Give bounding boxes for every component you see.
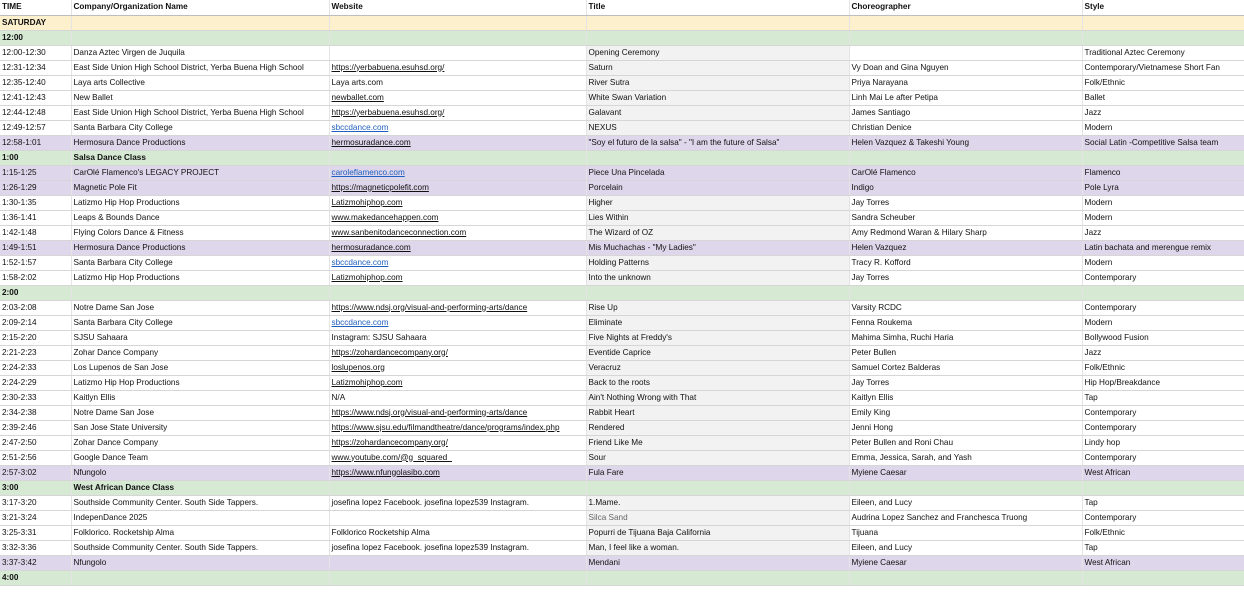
- style-cell[interactable]: [1082, 570, 1244, 585]
- company-cell[interactable]: Flying Colors Dance & Fitness: [71, 225, 329, 240]
- website-link[interactable]: https://yerbabuena.esuhsd.org/: [331, 107, 445, 117]
- website-link[interactable]: www.makedancehappen.com: [331, 212, 439, 222]
- title-cell[interactable]: Porcelain: [586, 180, 849, 195]
- company-cell[interactable]: Magnetic Pole Fit: [71, 180, 329, 195]
- website-cell[interactable]: [329, 315, 586, 330]
- title-cell[interactable]: Popurri de Tijuana Baja California: [586, 525, 849, 540]
- style-cell[interactable]: Jazz: [1082, 105, 1244, 120]
- style-cell[interactable]: Contemporary/Vietnamese Short Fan: [1082, 60, 1244, 75]
- company-cell[interactable]: Southside Community Center. South Side Tappers.: [71, 540, 329, 555]
- title-cell[interactable]: [586, 150, 849, 165]
- company-cell[interactable]: Salsa Dance Class: [71, 150, 329, 165]
- time-section-row: [0, 570, 1244, 585]
- title-cell[interactable]: Sour: [586, 450, 849, 465]
- website-cell[interactable]: [329, 270, 586, 285]
- website-link[interactable]: loslupenos.org: [331, 362, 385, 372]
- company-cell[interactable]: Leaps & Bounds Dance: [71, 210, 329, 225]
- website-cell[interactable]: [329, 60, 586, 75]
- time-cell[interactable]: 2:57-3:02: [0, 465, 71, 480]
- time-cell[interactable]: 2:03-2:08: [0, 300, 71, 315]
- time-cell[interactable]: 1:49-1:51: [0, 240, 71, 255]
- table-row: [0, 375, 1244, 390]
- title-cell[interactable]: 1.Mame.: [586, 495, 849, 510]
- company-cell[interactable]: Southside Community Center. South Side Tappers.: [71, 495, 329, 510]
- title-cell[interactable]: [586, 285, 849, 300]
- time-cell[interactable]: 1:58-2:02: [0, 270, 71, 285]
- title-cell[interactable]: [586, 30, 849, 45]
- style-cell[interactable]: [1082, 15, 1244, 30]
- table-row: [0, 135, 1244, 150]
- choreographer-cell[interactable]: Emily King: [849, 405, 1082, 420]
- choreographer-cell[interactable]: [849, 150, 1082, 165]
- website-link[interactable]: https://zohardancecompany.org/: [331, 347, 448, 357]
- title-cell[interactable]: "Soy el futuro de la salsa" - "I am the future of Salsa": [586, 135, 849, 150]
- title-cell[interactable]: White Swan Variation: [586, 90, 849, 105]
- time-cell[interactable]: 3:00: [0, 480, 71, 495]
- time-cell[interactable]: 2:34-2:38: [0, 405, 71, 420]
- company-cell[interactable]: [71, 15, 329, 30]
- website-cell[interactable]: [329, 30, 586, 45]
- choreographer-cell[interactable]: [849, 480, 1082, 495]
- company-cell[interactable]: Santa Barbara City College: [71, 255, 329, 270]
- title-cell[interactable]: Man, I feel like a woman.: [586, 540, 849, 555]
- column-header-time[interactable]: TIME: [0, 0, 71, 15]
- website-cell[interactable]: [329, 450, 586, 465]
- website-link[interactable]: https://yerbabuena.esuhsd.org/: [331, 62, 445, 72]
- style-cell[interactable]: Jazz: [1082, 345, 1244, 360]
- website-cell[interactable]: [329, 345, 586, 360]
- time-section-row: [0, 150, 1244, 165]
- website-link[interactable]: sbccdance.com: [331, 122, 389, 132]
- style-cell[interactable]: Tap: [1082, 540, 1244, 555]
- website-link[interactable]: https://www.nfungolasibo.com: [331, 467, 440, 477]
- website-link[interactable]: hermosuradance.com: [331, 242, 411, 252]
- choreographer-cell[interactable]: Jenni Hong: [849, 420, 1082, 435]
- time-cell[interactable]: 2:24-2:29: [0, 375, 71, 390]
- title-cell[interactable]: Silca Sand: [586, 510, 849, 525]
- time-section-row: [0, 285, 1244, 300]
- website-link[interactable]: sbccdance.com: [331, 317, 389, 327]
- website-cell[interactable]: Instagram: SJSU Sahaara: [329, 330, 586, 345]
- title-cell[interactable]: [586, 15, 849, 30]
- website-cell[interactable]: [329, 420, 586, 435]
- title-cell[interactable]: Holding Patterns: [586, 255, 849, 270]
- style-cell[interactable]: Bollywood Fusion: [1082, 330, 1244, 345]
- style-cell[interactable]: West African: [1082, 465, 1244, 480]
- title-cell[interactable]: NEXUS: [586, 120, 849, 135]
- website-cell[interactable]: [329, 45, 586, 60]
- choreographer-cell[interactable]: Tijuana: [849, 525, 1082, 540]
- choreographer-cell[interactable]: [849, 285, 1082, 300]
- choreographer-cell[interactable]: Jay Torres: [849, 375, 1082, 390]
- choreographer-cell[interactable]: Varsity RCDC: [849, 300, 1082, 315]
- time-cell[interactable]: 1:30-1:35: [0, 195, 71, 210]
- time-cell[interactable]: 2:21-2:23: [0, 345, 71, 360]
- company-cell[interactable]: [71, 285, 329, 300]
- website-link[interactable]: caroleflamenco.com: [331, 167, 405, 177]
- table-row: [0, 330, 1244, 345]
- choreographer-cell[interactable]: CarOlé Flamenco: [849, 165, 1082, 180]
- website-cell[interactable]: [329, 510, 586, 525]
- website-cell[interactable]: josefina lopez Facebook. josefina lopez539 Instagram.: [329, 495, 586, 510]
- company-cell[interactable]: Zohar Dance Company: [71, 345, 329, 360]
- choreographer-cell[interactable]: Eileen, and Lucy: [849, 495, 1082, 510]
- website-cell[interactable]: [329, 120, 586, 135]
- website-link[interactable]: Latizmohiphop.com: [331, 377, 403, 387]
- company-cell[interactable]: Nfungolo: [71, 465, 329, 480]
- company-cell[interactable]: SJSU Sahaara: [71, 330, 329, 345]
- title-cell[interactable]: [586, 570, 849, 585]
- choreographer-cell[interactable]: [849, 30, 1082, 45]
- column-header-website[interactable]: Website: [329, 0, 586, 15]
- style-cell[interactable]: Tap: [1082, 495, 1244, 510]
- time-cell[interactable]: 1:52-1:57: [0, 255, 71, 270]
- table-row: [0, 105, 1244, 120]
- style-cell[interactable]: Modern: [1082, 255, 1244, 270]
- table-row: [0, 90, 1244, 105]
- title-cell[interactable]: Piece Una Pincelada: [586, 165, 849, 180]
- company-cell[interactable]: Laya arts Collective: [71, 75, 329, 90]
- choreographer-cell[interactable]: [849, 15, 1082, 30]
- time-cell[interactable]: 3:17-3:20: [0, 495, 71, 510]
- website-cell[interactable]: [329, 555, 586, 570]
- website-cell[interactable]: [329, 465, 586, 480]
- table-row: [0, 420, 1244, 435]
- company-cell[interactable]: Santa Barbara City College: [71, 120, 329, 135]
- website-cell[interactable]: [329, 105, 586, 120]
- style-cell[interactable]: Hip Hop/Breakdance: [1082, 375, 1244, 390]
- title-cell[interactable]: Into the unknown: [586, 270, 849, 285]
- website-link[interactable]: https://www.ndsj.org/visual-and-performing-arts/dance: [331, 302, 528, 312]
- table-row: [0, 495, 1244, 510]
- style-cell[interactable]: Latin bachata and merengue remix: [1082, 240, 1244, 255]
- company-cell[interactable]: [71, 570, 329, 585]
- choreographer-cell[interactable]: Mahima Simha, Ruchi Haria: [849, 330, 1082, 345]
- website-link[interactable]: https://www.sjsu.edu/filmandtheatre/dance/programs/index.php: [331, 422, 560, 432]
- website-link[interactable]: hermosuradance.com: [331, 137, 411, 147]
- choreographer-cell[interactable]: [849, 45, 1082, 60]
- style-cell[interactable]: [1082, 150, 1244, 165]
- time-cell[interactable]: 12:41-12:43: [0, 90, 71, 105]
- website-cell[interactable]: [329, 225, 586, 240]
- company-cell[interactable]: New Ballet: [71, 90, 329, 105]
- time-cell[interactable]: 12:00-12:30: [0, 45, 71, 60]
- choreographer-cell[interactable]: Tracy R. Kofford: [849, 255, 1082, 270]
- table-row: [0, 435, 1244, 450]
- company-cell[interactable]: West African Dance Class: [71, 480, 329, 495]
- time-cell[interactable]: 2:51-2:56: [0, 450, 71, 465]
- company-cell[interactable]: East Side Union High School District, Yerba Buena High School: [71, 60, 329, 75]
- title-cell[interactable]: Saturn: [586, 60, 849, 75]
- website-link[interactable]: www.sanbenitodanceconnection.com: [331, 227, 467, 237]
- company-cell[interactable]: Hermosura Dance Productions: [71, 240, 329, 255]
- style-cell[interactable]: [1082, 285, 1244, 300]
- time-section-row: [0, 480, 1244, 495]
- table-row: [0, 450, 1244, 465]
- table-row: [0, 60, 1244, 75]
- website-link[interactable]: https://zohardancecompany.org/: [331, 437, 448, 447]
- table-row: [0, 300, 1244, 315]
- style-cell[interactable]: Ballet: [1082, 90, 1244, 105]
- website-cell[interactable]: [329, 375, 586, 390]
- time-cell[interactable]: 1:26-1:29: [0, 180, 71, 195]
- company-cell[interactable]: Nfungolo: [71, 555, 329, 570]
- style-cell[interactable]: Contemporary: [1082, 405, 1244, 420]
- style-cell[interactable]: Contemporary: [1082, 420, 1244, 435]
- website-link[interactable]: newballet.com: [331, 92, 384, 102]
- style-cell[interactable]: Pole Lyra: [1082, 180, 1244, 195]
- choreographer-cell[interactable]: [849, 570, 1082, 585]
- time-cell[interactable]: 1:36-1:41: [0, 210, 71, 225]
- website-cell[interactable]: [329, 285, 586, 300]
- time-cell[interactable]: 3:32-3:36: [0, 540, 71, 555]
- choreographer-cell[interactable]: Indigo: [849, 180, 1082, 195]
- table-row: [0, 540, 1244, 555]
- choreographer-cell[interactable]: James Santiago: [849, 105, 1082, 120]
- website-cell[interactable]: [329, 180, 586, 195]
- time-section-row: [0, 30, 1244, 45]
- table-row: [0, 180, 1244, 195]
- website-link[interactable]: sbccdance.com: [331, 257, 389, 267]
- style-cell[interactable]: Modern: [1082, 315, 1244, 330]
- style-cell[interactable]: Folk/Ethnic: [1082, 525, 1244, 540]
- style-cell[interactable]: Modern: [1082, 210, 1244, 225]
- company-cell[interactable]: Latizmo Hip Hop Productions: [71, 195, 329, 210]
- choreographer-cell[interactable]: Sandra Scheuber: [849, 210, 1082, 225]
- title-cell[interactable]: Rise Up: [586, 300, 849, 315]
- choreographer-cell[interactable]: Audrina Lopez Sanchez and Franchesca Truong: [849, 510, 1082, 525]
- time-cell[interactable]: 2:30-2:33: [0, 390, 71, 405]
- style-cell[interactable]: Contemporary: [1082, 510, 1244, 525]
- time-cell[interactable]: 3:21-3:24: [0, 510, 71, 525]
- website-link[interactable]: www.youtube.com/@g_squared_: [331, 452, 452, 462]
- website-cell[interactable]: [329, 360, 586, 375]
- title-cell[interactable]: Mendani: [586, 555, 849, 570]
- title-cell[interactable]: Veracruz: [586, 360, 849, 375]
- style-cell[interactable]: Traditional Aztec Ceremony: [1082, 45, 1244, 60]
- column-header-company[interactable]: Company/Organization Name: [71, 0, 329, 15]
- style-cell[interactable]: Flamenco: [1082, 165, 1244, 180]
- company-cell[interactable]: San Jose State University: [71, 420, 329, 435]
- time-cell[interactable]: SATURDAY: [0, 15, 71, 30]
- style-cell[interactable]: Social Latin -Competitive Salsa team: [1082, 135, 1244, 150]
- choreographer-cell[interactable]: Myiene Caesar: [849, 555, 1082, 570]
- company-cell[interactable]: Santa Barbara City College: [71, 315, 329, 330]
- table-row: [0, 225, 1244, 240]
- title-cell[interactable]: [586, 480, 849, 495]
- time-cell[interactable]: 2:00: [0, 285, 71, 300]
- title-cell[interactable]: The Wizard of OZ: [586, 225, 849, 240]
- style-cell[interactable]: Contemporary: [1082, 450, 1244, 465]
- company-cell[interactable]: Notre Dame San Jose: [71, 405, 329, 420]
- style-cell[interactable]: Lindy hop: [1082, 435, 1244, 450]
- company-cell[interactable]: Folklorico. Rocketship Alma: [71, 525, 329, 540]
- website-link[interactable]: https://magneticpolefit.com: [331, 182, 429, 192]
- website-cell[interactable]: [329, 300, 586, 315]
- column-header-title[interactable]: Title: [586, 0, 849, 15]
- title-cell[interactable]: Eventide Caprice: [586, 345, 849, 360]
- column-header-style[interactable]: Style: [1082, 0, 1244, 15]
- table-row: [0, 210, 1244, 225]
- table-row: [0, 120, 1244, 135]
- time-cell[interactable]: 12:44-12:48: [0, 105, 71, 120]
- style-cell[interactable]: West African: [1082, 555, 1244, 570]
- company-cell[interactable]: Kaitlyn Ellis: [71, 390, 329, 405]
- choreographer-cell[interactable]: Emma, Jessica, Sarah, and Yash: [849, 450, 1082, 465]
- time-cell[interactable]: 12:35-12:40: [0, 75, 71, 90]
- company-cell[interactable]: Hermosura Dance Productions: [71, 135, 329, 150]
- table-row: [0, 45, 1244, 60]
- table-row: [0, 165, 1244, 180]
- table-row: [0, 465, 1244, 480]
- table-row: [0, 510, 1244, 525]
- website-link[interactable]: Latizmohiphop.com: [331, 197, 403, 207]
- time-cell[interactable]: 2:15-2:20: [0, 330, 71, 345]
- choreographer-cell[interactable]: Vy Doan and Gina Nguyen: [849, 60, 1082, 75]
- choreographer-cell[interactable]: Samuel Cortez Balderas: [849, 360, 1082, 375]
- website-cell[interactable]: [329, 405, 586, 420]
- choreographer-cell[interactable]: Fenna Roukema: [849, 315, 1082, 330]
- style-cell[interactable]: Folk/Ethnic: [1082, 75, 1244, 90]
- time-cell[interactable]: 1:00: [0, 150, 71, 165]
- website-link[interactable]: https://www.ndsj.org/visual-and-performing-arts/dance: [331, 407, 528, 417]
- website-cell[interactable]: [329, 195, 586, 210]
- company-cell[interactable]: Danza Aztec Virgen de Juquila: [71, 45, 329, 60]
- table-row: [0, 525, 1244, 540]
- table-row: [0, 405, 1244, 420]
- table-row: [0, 390, 1244, 405]
- company-cell[interactable]: Notre Dame San Jose: [71, 300, 329, 315]
- company-cell[interactable]: Zohar Dance Company: [71, 435, 329, 450]
- style-cell[interactable]: Jazz: [1082, 225, 1244, 240]
- table-row: [0, 360, 1244, 375]
- time-cell[interactable]: 2:39-2:46: [0, 420, 71, 435]
- website-cell[interactable]: [329, 240, 586, 255]
- company-cell[interactable]: [71, 30, 329, 45]
- time-cell[interactable]: 3:25-3:31: [0, 525, 71, 540]
- website-link[interactable]: Latizmohiphop.com: [331, 272, 403, 282]
- choreographer-cell[interactable]: Myiene Caesar: [849, 465, 1082, 480]
- time-cell[interactable]: 4:00: [0, 570, 71, 585]
- title-cell[interactable]: Ain't Nothing Wrong with That: [586, 390, 849, 405]
- website-cell[interactable]: [329, 150, 586, 165]
- table-row: [0, 75, 1244, 90]
- header-row: [0, 0, 1244, 15]
- website-cell[interactable]: [329, 435, 586, 450]
- style-cell[interactable]: Modern: [1082, 195, 1244, 210]
- time-cell[interactable]: 12:00: [0, 30, 71, 45]
- time-cell[interactable]: 2:47-2:50: [0, 435, 71, 450]
- website-cell[interactable]: Folklorico Rocketship Alma: [329, 525, 586, 540]
- choreographer-cell[interactable]: Priya Narayana: [849, 75, 1082, 90]
- website-cell[interactable]: [329, 480, 586, 495]
- company-cell[interactable]: Latizmo Hip Hop Productions: [71, 270, 329, 285]
- choreographer-cell[interactable]: Jay Torres: [849, 270, 1082, 285]
- table-row: [0, 240, 1244, 255]
- day-header-row: [0, 15, 1244, 30]
- website-cell[interactable]: Laya arts.com: [329, 75, 586, 90]
- website-cell[interactable]: [329, 255, 586, 270]
- column-header-choreographer[interactable]: Choreographer: [849, 0, 1082, 15]
- choreographer-cell[interactable]: Christian Denice: [849, 120, 1082, 135]
- time-cell[interactable]: 1:15-1:25: [0, 165, 71, 180]
- choreographer-cell[interactable]: Linh Mai Le after Petipa: [849, 90, 1082, 105]
- website-cell[interactable]: [329, 210, 586, 225]
- style-cell[interactable]: [1082, 480, 1244, 495]
- choreographer-cell[interactable]: Peter Bullen: [849, 345, 1082, 360]
- style-cell[interactable]: Folk/Ethnic: [1082, 360, 1244, 375]
- time-cell[interactable]: 12:31-12:34: [0, 60, 71, 75]
- website-cell[interactable]: N/A: [329, 390, 586, 405]
- time-cell[interactable]: 12:58-1:01: [0, 135, 71, 150]
- table-row: [0, 195, 1244, 210]
- website-cell[interactable]: [329, 570, 586, 585]
- website-cell[interactable]: [329, 135, 586, 150]
- website-cell[interactable]: [329, 165, 586, 180]
- title-cell[interactable]: Mis Muchachas - "My Ladies": [586, 240, 849, 255]
- title-cell[interactable]: Friend Like Me: [586, 435, 849, 450]
- title-cell[interactable]: Lies Within: [586, 210, 849, 225]
- website-cell[interactable]: josefina lopez Facebook. josefina lopez539 Instagram.: [329, 540, 586, 555]
- time-cell[interactable]: 3:37-3:42: [0, 555, 71, 570]
- time-cell[interactable]: 2:24-2:33: [0, 360, 71, 375]
- time-cell[interactable]: 12:49-12:57: [0, 120, 71, 135]
- choreographer-cell[interactable]: Kaitlyn Ellis: [849, 390, 1082, 405]
- choreographer-cell[interactable]: Amy Redmond Waran & Hilary Sharp: [849, 225, 1082, 240]
- company-cell[interactable]: East Side Union High School District, Yerba Buena High School: [71, 105, 329, 120]
- title-cell[interactable]: Opening Ceremony: [586, 45, 849, 60]
- time-cell[interactable]: 2:09-2:14: [0, 315, 71, 330]
- title-cell[interactable]: Rabbit Heart: [586, 405, 849, 420]
- choreographer-cell[interactable]: Jay Torres: [849, 195, 1082, 210]
- table-row: [0, 315, 1244, 330]
- choreographer-cell[interactable]: Helen Vazquez & Takeshi Young: [849, 135, 1082, 150]
- choreographer-cell[interactable]: Helen Vazquez: [849, 240, 1082, 255]
- table-row: [0, 555, 1244, 570]
- company-cell[interactable]: Google Dance Team: [71, 450, 329, 465]
- choreographer-cell[interactable]: Eileen, and Lucy: [849, 540, 1082, 555]
- company-cell[interactable]: Los Lupenos de San Jose: [71, 360, 329, 375]
- title-cell[interactable]: Eliminate: [586, 315, 849, 330]
- title-cell[interactable]: Rendered: [586, 420, 849, 435]
- style-cell[interactable]: Modern: [1082, 120, 1244, 135]
- company-cell[interactable]: Latizmo Hip Hop Productions: [71, 375, 329, 390]
- title-cell[interactable]: Fula Fare: [586, 465, 849, 480]
- title-cell[interactable]: Five Nights at Freddy's: [586, 330, 849, 345]
- style-cell[interactable]: Tap: [1082, 390, 1244, 405]
- table-row: [0, 345, 1244, 360]
- title-cell[interactable]: Back to the roots: [586, 375, 849, 390]
- title-cell[interactable]: Higher: [586, 195, 849, 210]
- title-cell[interactable]: River Sutra: [586, 75, 849, 90]
- style-cell[interactable]: Contemporary: [1082, 300, 1244, 315]
- website-cell[interactable]: [329, 90, 586, 105]
- company-cell[interactable]: IndepenDance 2025: [71, 510, 329, 525]
- website-cell[interactable]: [329, 15, 586, 30]
- title-cell[interactable]: Galavant: [586, 105, 849, 120]
- table-row: [0, 270, 1244, 285]
- choreographer-cell[interactable]: Peter Bullen and Roni Chau: [849, 435, 1082, 450]
- time-cell[interactable]: 1:42-1:48: [0, 225, 71, 240]
- style-cell[interactable]: [1082, 30, 1244, 45]
- table-row: [0, 255, 1244, 270]
- style-cell[interactable]: Contemporary: [1082, 270, 1244, 285]
- company-cell[interactable]: CarOlé Flamenco's LEGACY PROJECT: [71, 165, 329, 180]
